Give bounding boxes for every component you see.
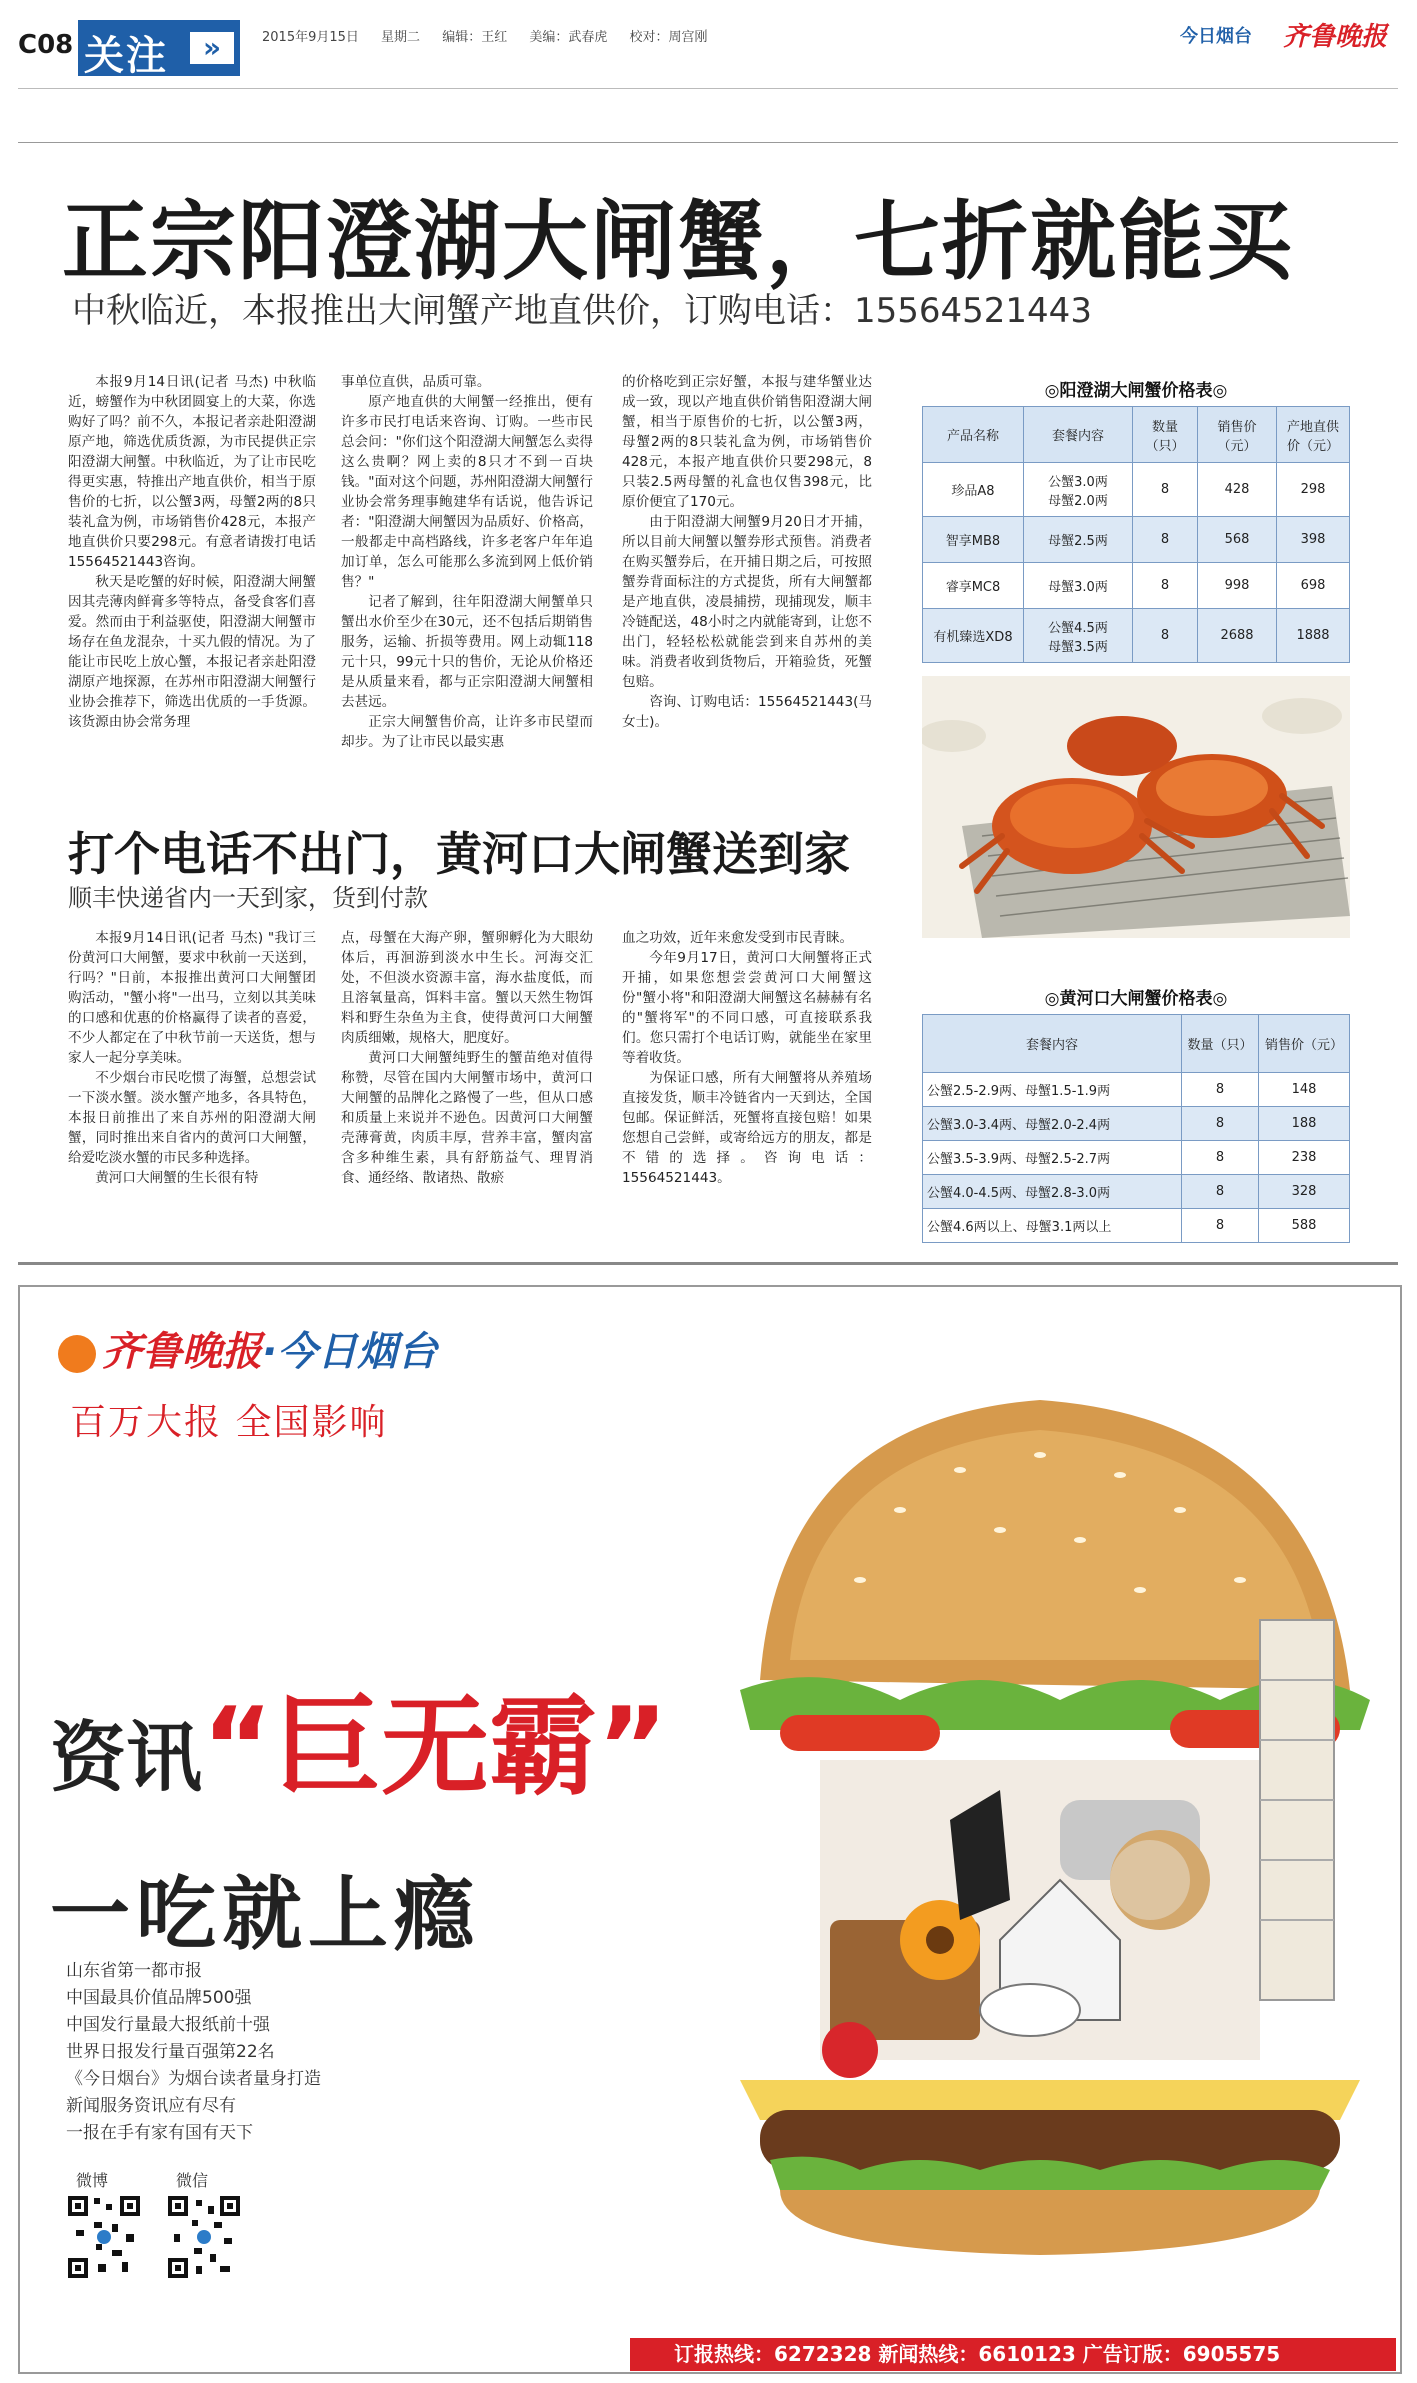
table-cell: 母蟹3.0两 [1024,563,1133,609]
table-cell: 公蟹3.5-3.9两、母蟹2.5-2.7两 [923,1141,1182,1175]
article1-column-1 [68,372,316,732]
table-cell: 智享MB8 [923,517,1024,563]
table-cell: 568 [1198,517,1277,563]
table-cell: 148 [1259,1073,1350,1107]
art-editor-credit: 美编：武春虎 [529,30,608,45]
table-cell: 8 [1182,1107,1259,1141]
paragraph: 记者了解到，往年阳澄湖大闸蟹单只蟹出水价至少在30元，还不包括后期销售服务，运输、折损等费用。网上动辄118元十只，99元十只的售价，无论从价格还是从质量来看，都与正宗阳澄湖大闸蟹相去甚远。 [341,594,593,710]
table-header: 套餐内容 [923,1015,1182,1073]
table-cell: 428 [1198,463,1277,517]
burger-illustration [700,1360,1380,2260]
ad-title-prefix: 资讯 [50,1713,202,1802]
paragraph: 今年9月17日，黄河口大闸蟹将正式开捕，如果您想尝尝黄河口大闸蟹这份"蟹小将"和阳澄湖大闸蟹这名赫赫有名的"蟹将军"的不同口感，可直接联系我们。您只需打个电话订购，就能坐在家里等着收货。 [622,950,872,1066]
article1-column-2 [341,372,593,752]
paragraph: 咨询、订购电话：15564521443(马女士)。 [622,694,872,730]
issue-date: 2015年9月15日 [262,30,359,45]
table-row [923,563,1350,609]
main-headline: 正宗阳澄湖大闸蟹，七折就能买 [62,192,1294,292]
table-row [923,1073,1350,1107]
header-rule [18,88,1398,89]
table-cell: 8 [1182,1175,1259,1209]
paragraph: 黄河口大闸蟹的生长很有特 [95,1170,259,1186]
edition-name: 今日烟台 [1180,26,1252,47]
list-item: 世界日报发行量百强第22名 [66,2042,275,2062]
weibo-label: 微博 [76,2171,109,2190]
ad-slogan: 百万大报 全国影响 [70,1402,388,1443]
article2-column-2 [341,928,593,1188]
list-item: 新闻服务资讯应有尽有 [66,2096,236,2116]
table-cell: 母蟹2.5两 [1024,517,1133,563]
table-cell: 8 [1182,1209,1259,1243]
list-item: 中国发行量最大报纸前十强 [66,2015,270,2035]
table-cell: 公蟹4.6两以上、母蟹3.1两以上 [923,1209,1182,1243]
crab-photo-illustration [922,676,1350,938]
table-cell: 2688 [1198,609,1277,663]
crab-photo [922,676,1350,938]
table-cell: 8 [1182,1073,1259,1107]
table-row [923,1175,1350,1209]
table-cell: 8 [1133,609,1198,663]
paragraph: 的价格吃到正宗好蟹，本报与建华蟹业达成一致，现以产地直供价销售阳澄湖大闸蟹，相当于原售价的七折，以公蟹3两，母蟹2两的8只装礼盒为例，市场销售价428元，本报产地直供价只要298元，8只装2.5两母蟹的礼盒也仅售398元，比原价便宜了170元。 [622,374,872,510]
table1-title: ◎阳澄湖大闸蟹价格表◎ [1044,381,1228,401]
qr-code-icon [66,2194,142,2280]
ad-hotline-bar: 订报热线：6272328 新闻热线：6610123 广告订版：6905575 [630,2338,1396,2371]
proofreader-credit: 校对：周宫刚 [629,30,708,45]
page-number: C08 [18,30,74,60]
cell-line: 公蟹3.0两 [1048,474,1108,490]
cell-line: 母蟹2.0两 [1048,493,1108,509]
header-meta [262,26,726,45]
article2-column-3 [622,928,872,1188]
brand-logo-icon [58,1335,96,1373]
table-cell: 298 [1277,463,1350,517]
table-header: 数量（只） [1182,1015,1259,1073]
table-cell: 公蟹2.5-2.9两、母蟹1.5-1.9两 [923,1073,1182,1107]
brand-local-edition: 今日烟台 [277,1329,438,1375]
section-divider [18,1262,1398,1265]
section-label: 关注 [84,33,168,79]
ad-title-line-2: 一吃就上瘾 [50,1868,480,1961]
secondary-headline: 打个电话不出门，黄河口大闸蟹送到家 [68,827,850,881]
table-row [923,1107,1350,1141]
weibo-qr-code[interactable] [66,2194,142,2280]
table-cell: 998 [1198,563,1277,609]
weixin-label: 微信 [176,2171,209,2190]
table2-title: ◎黄河口大闸蟹价格表◎ [1044,989,1228,1009]
table-header: 产地直供价（元） [1277,407,1350,463]
table-header: 销售价（元） [1259,1015,1350,1073]
table-row [923,517,1350,563]
newspaper-logo: 齐鲁晚报 [1283,22,1388,52]
article1-column-3 [622,372,872,732]
table-cell: 睿享MC8 [923,563,1024,609]
table-cell: 398 [1277,517,1350,563]
table-header: 产品名称 [923,407,1024,463]
table-cell: 8 [1133,463,1198,517]
list-item: 一报在手有家有国有天下 [66,2123,253,2143]
ad-brand [58,1320,437,1377]
paragraph: 为保证口感，所有大闸蟹将从养殖场直接发货，顺丰冷链省内一天到达，全国包邮。保证鲜活，死蟹将直接包赔！如果您想自己尝鲜，或寄给远方的朋友，都是不错的选择。咨询电话：15564521443。 [622,1070,872,1186]
paragraph: 本报9月14日讯(记者 马杰) 中秋临近，螃蟹作为中秋团圆宴上的大菜，你选购好了吗？前不久，本报记者亲赴阳澄湖原产地，筛选优质货源，为市民提供正宗阳澄湖大闸蟹。中秋临近，为了让市民吃得更实惠，特推出产地直供价，相当于原售价的七折，以公蟹3两，母蟹2两的8只装礼盒为例，市场销售价428元，本报产地直供价只要298元。有意者请拨打电话15564521443咨询。 [68,374,316,570]
paragraph: 由于阳澄湖大闸蟹9月20日才开捕，所以目前大闸蟹以蟹券形式预售。消费者在购买蟹券后，在开捕日期之后，可按照蟹券背面标注的方式提货，所有大闸蟹都是产地直供，凌晨捕捞，现捕现发，顺丰冷链配送，48小时之内就能寄到，让您不出门，轻轻松松就能尝到来自苏州的美味。消费者收到货物后，开箱验货，死蟹包赔。 [622,514,872,690]
paragraph: 不少烟台市民吃惯了海蟹，总想尝试一下淡水蟹。淡水蟹产地多，各具特色，本报日前推出了来自苏州的阳澄湖大闸蟹，同时推出来自省内的黄河口大闸蟹，给爱吃淡水蟹的市民多种选择。 [68,1070,316,1166]
issue-weekday: 星期二 [381,30,421,45]
list-item: 《今日烟台》为烟台读者量身打造 [66,2069,321,2089]
table-header: 销售价（元） [1198,407,1277,463]
table-row [923,1141,1350,1175]
table-row [923,609,1350,663]
paragraph: 原产地直供的大闸蟹一经推出，便有许多市民打电话来咨询、订购。一些市民总会问："你们这个阳澄湖大闸蟹怎么卖得这么贵啊？网上卖的8只才不到一百块钱。"面对这个问题，苏州阳澄湖大闸蟹行业协会常务理事鲍建华有话说，他告诉记者："阳澄湖大闸蟹因为品质好、价格高，一般都走中高档路线，许多老客户年年追加订单，怎么可能那么多流到网上低价销售？" [341,394,593,590]
paragraph: 秋天是吃蟹的好时候，阳澄湖大闸蟹因其壳薄肉鲜膏多等特点，备受食客们喜爱。然而由于利益驱使，阳澄湖大闸蟹市场存在鱼龙混杂，十买九假的情况。为了能让市民吃上放心蟹，本报记者亲赴阳澄湖原产地探源，在苏州市阳澄湖大闸蟹行业协会推荐下，筛选出优质的一手货源。该货源由协会常务理 [68,574,316,730]
table-cell: 588 [1259,1209,1350,1243]
cell-line: 母蟹3.5两 [1048,639,1108,655]
main-subheadline: 中秋临近，本报推出大闸蟹产地直供价，订购电话：15564521443 [72,291,1092,331]
article2-column-1 [68,928,316,1188]
paragraph: 点，母蟹在大海产卵，蟹卵孵化为大眼幼体后，再洄游到淡水中生长。河海交汇处，不但淡水资源丰富，海水盐度低，而且溶氧量高，饵料丰富。蟹以天然生物饵料和野生杂鱼为主食，使得黄河口大闸蟹肉质细嫩，规格大，肥度好。 [341,930,593,1046]
table-cell: 8 [1133,563,1198,609]
paragraph: 事单位直供，品质可靠。 [341,374,491,390]
table-cell: 8 [1133,517,1198,563]
list-item: 中国最具价值品牌500强 [66,1988,252,2008]
qr-code-icon [166,2194,242,2280]
brand-separator: · [262,1329,278,1375]
paragraph: 黄河口大闸蟹纯野生的蟹苗绝对值得称赞，尽管在国内大闸蟹市场中，黄河口大闸蟹的品牌化之路慢了一些，但从口感和质量上来说并不逊色。因黄河口大闸蟹壳薄膏黄，肉质丰厚，营养丰富，蟹肉富含多种维生素，具有舒筋益气、理胃消食、通经络、散诸热、散瘀 [341,1050,593,1186]
editor-credit: 编辑：王红 [442,30,508,45]
paragraph: 正宗大闸蟹售价高，让许多市民望而却步。为了让市民以最实惠 [341,714,593,750]
table-cell [1024,463,1133,517]
cell-line: 公蟹4.5两 [1048,620,1108,636]
table-header: 数量（只） [1133,407,1198,463]
table-header: 套餐内容 [1024,407,1133,463]
table-cell: 公蟹4.0-4.5两、母蟹2.8-3.0两 [923,1175,1182,1209]
secondary-subheadline: 顺丰快递省内一天到家，货到付款 [68,884,428,912]
list-item: 山东省第一都市报 [66,1961,202,1981]
table-cell: 珍品A8 [923,463,1024,517]
ad-title-highlight: “巨无霸” [202,1685,668,1810]
table-cell: 698 [1277,563,1350,609]
ad-title-line-1 [50,1660,668,1815]
brand-name: 齐鲁晚报 [102,1329,262,1375]
table-cell: 188 [1259,1107,1350,1141]
table-cell: 1888 [1277,609,1350,663]
table-cell: 8 [1182,1141,1259,1175]
table-cell: 有机臻选XD8 [923,609,1024,663]
table-cell: 328 [1259,1175,1350,1209]
table-cell: 公蟹3.0-3.4两、母蟹2.0-2.4两 [923,1107,1182,1141]
paragraph: 血之功效，近年来愈发受到市民青睐。 [622,930,854,946]
yangchenghu-price-table [922,406,1350,663]
top-rule [18,142,1398,143]
paragraph: 本报9月14日讯(记者 马杰) "我订三份黄河口大闸蟹，要求中秋前一天送到，行吗？"日前，本报推出黄河口大闸蟹团购活动，"蟹小将"一出马，立刻以其美味的口感和优惠的价格赢得了读者的喜爱，不少人都定在了中秋节前一天送货，想与家人一起分享美味。 [68,930,316,1066]
table-row [923,1209,1350,1243]
weixin-qr-code[interactable] [166,2194,242,2280]
double-chevron-right-icon: » [190,32,234,64]
table-cell [1024,609,1133,663]
table-cell: 238 [1259,1141,1350,1175]
huanghekou-price-table [922,1014,1350,1243]
ad-feature-list [66,1958,321,2147]
table-row [923,463,1350,517]
